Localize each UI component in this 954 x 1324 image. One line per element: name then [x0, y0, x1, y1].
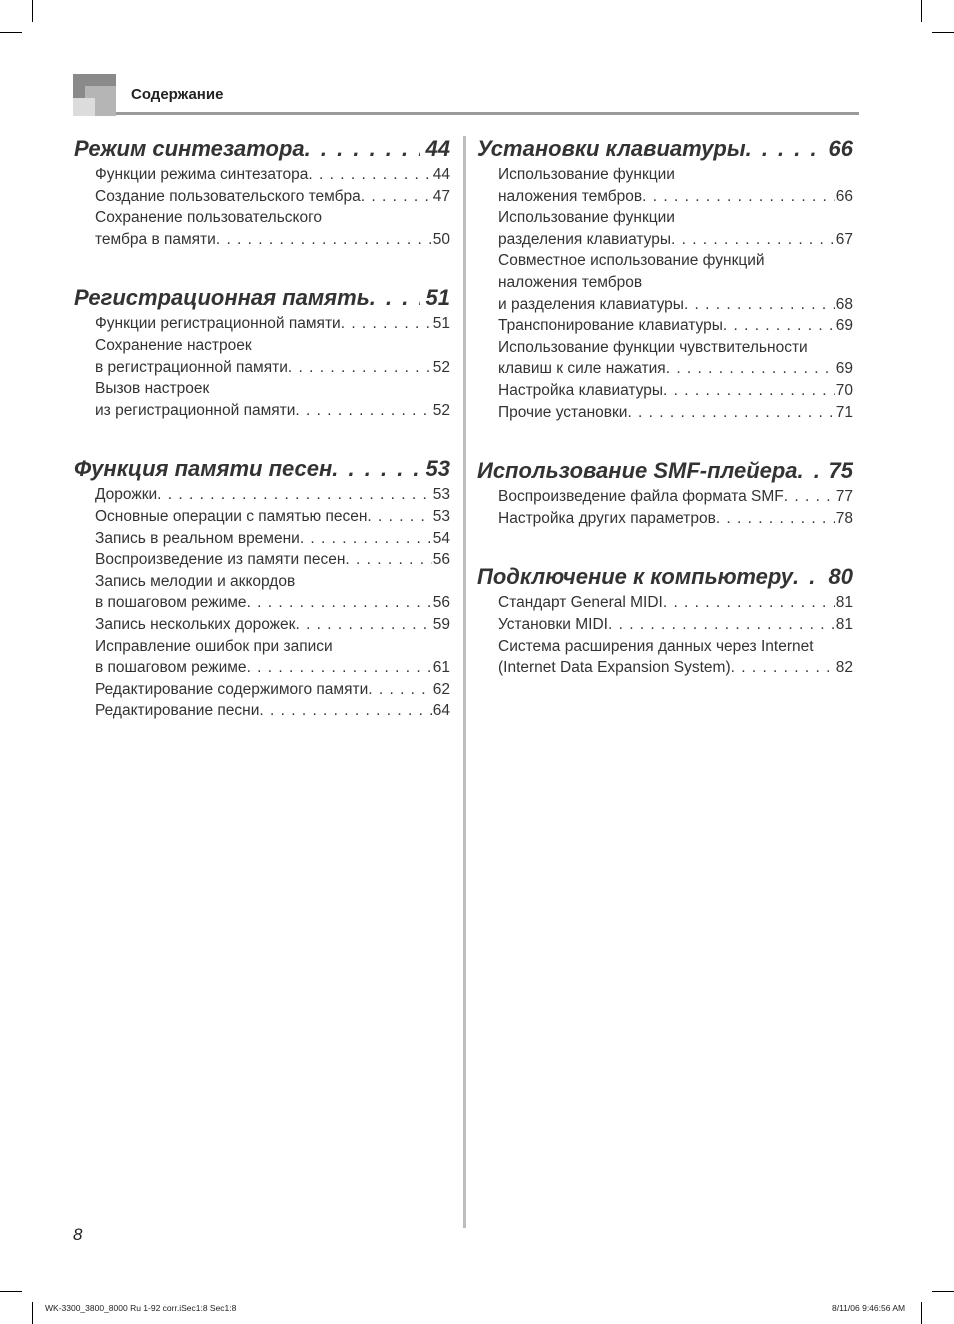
- leader-dots: [798, 456, 823, 486]
- toc-entry: [95, 378, 450, 400]
- toc-entry-page: 53: [432, 486, 450, 504]
- toc-entry-page: 59: [432, 615, 450, 633]
- toc-entry-text: наложения тембров: [498, 273, 643, 291]
- toc-entry: [498, 337, 853, 359]
- toc-entry: [95, 571, 450, 593]
- toc-entry-text: Основные операции с памятью песен: [95, 507, 368, 525]
- toc-entry[interactable]: [95, 484, 450, 506]
- toc-entry-page: 69: [835, 317, 853, 335]
- toc-entry-page: 82: [835, 659, 853, 677]
- toc-entry-page: 81: [835, 615, 853, 633]
- toc-entry-text: из регистрационной памяти: [95, 401, 296, 419]
- toc-entry: [95, 335, 450, 357]
- header-decoration: [73, 74, 116, 116]
- section-heading-text: Режим синтезатора: [74, 136, 305, 161]
- leader-dots: [216, 229, 432, 251]
- leader-dots: [345, 549, 431, 571]
- section-page-number: 66: [828, 136, 853, 161]
- leader-dots: [716, 508, 835, 530]
- toc-entry-text: Использование функции: [498, 209, 675, 227]
- footer-timestamp: 8/11/06 9:46:56 AM: [832, 1303, 906, 1313]
- toc-entry[interactable]: [498, 657, 853, 679]
- toc-entry: [498, 272, 853, 294]
- toc-entry[interactable]: [498, 315, 853, 337]
- toc-entry-text: Редактирование содержимого памяти: [95, 680, 369, 698]
- toc-entry-text: Воспроизведение из памяти песен: [95, 551, 346, 569]
- toc-entry[interactable]: [498, 614, 853, 636]
- toc-entry-page: 64: [432, 702, 450, 720]
- leader-dots: [663, 380, 835, 402]
- toc-entry-text: Использование функции чувствительности: [498, 338, 808, 356]
- toc-entry[interactable]: [498, 380, 853, 402]
- toc-entry-page: 61: [432, 659, 450, 677]
- leader-dots: [300, 528, 432, 550]
- toc-entry-page: 66: [835, 187, 853, 205]
- toc-entry-text: и разделения клавиатуры: [498, 295, 684, 313]
- leader-dots: [608, 614, 835, 636]
- toc-entry-page: 47: [432, 187, 450, 205]
- crop-mark: [0, 1291, 22, 1292]
- toc-entry-text: Создание пользовательского тембра: [95, 187, 361, 205]
- toc-entry: [498, 636, 853, 658]
- toc-entry-text: в пошаговом режиме: [95, 659, 247, 677]
- section-page-number: 51: [425, 285, 450, 311]
- toc-entry-text: Функции регистрационной памяти: [95, 315, 341, 333]
- toc-entry-text: Настройка других параметров: [498, 509, 716, 527]
- toc-entry[interactable]: [95, 400, 450, 422]
- toc-entry[interactable]: [95, 700, 450, 722]
- leader-dots: [784, 486, 835, 508]
- leader-dots: [259, 700, 431, 722]
- toc-entry-text: Сохранение настроек: [95, 336, 252, 354]
- toc-entry[interactable]: [498, 508, 853, 530]
- toc-entry[interactable]: [95, 592, 450, 614]
- toc-entry[interactable]: [95, 229, 450, 251]
- leader-dots: [247, 592, 432, 614]
- column-divider: [463, 136, 466, 1228]
- footer-file-info: WK-3300_3800_8000 Ru 1-92 corr.iSec1:8 Sec1:8: [45, 1303, 237, 1313]
- crop-mark: [32, 0, 33, 22]
- toc-entry[interactable]: [95, 186, 450, 208]
- toc-entry-text: Использование функции: [498, 166, 675, 183]
- section-heading[interactable]: [477, 456, 853, 486]
- toc-entry-text: Запись мелодии и аккордов: [95, 572, 296, 590]
- leader-dots: [295, 400, 431, 422]
- toc-entry[interactable]: [95, 528, 450, 550]
- toc-entry-page: 69: [835, 360, 853, 378]
- toc-right-column: [477, 134, 853, 712]
- toc-entry-page: 70: [835, 381, 853, 399]
- toc-section: [477, 456, 853, 529]
- toc-entry-text: клавиш к силе нажатия: [498, 360, 666, 378]
- toc-entry-page: 54: [432, 529, 450, 547]
- page-number: 8: [73, 1225, 83, 1244]
- toc-section: [477, 134, 853, 423]
- toc-entry-text: Транспонирование клавиатуры: [498, 317, 723, 335]
- toc-entry-page: 51: [432, 315, 450, 333]
- section-heading[interactable]: [477, 562, 853, 592]
- toc-entry[interactable]: [498, 186, 853, 208]
- toc-section: [74, 134, 450, 250]
- toc-entry-page: 62: [432, 680, 450, 698]
- toc-entry[interactable]: [95, 357, 450, 379]
- toc-entry-page: 50: [432, 230, 450, 248]
- toc-entry-page: 44: [432, 166, 450, 183]
- toc-entry-page: 67: [835, 230, 853, 248]
- leader-dots: [671, 229, 835, 251]
- toc-entry[interactable]: [95, 313, 450, 335]
- toc-entry[interactable]: [498, 229, 853, 251]
- toc-entry[interactable]: [498, 486, 853, 508]
- toc-entry: [498, 250, 853, 272]
- section-page-number: 75: [828, 458, 853, 484]
- toc-entry-page: 53: [432, 507, 450, 525]
- leader-dots: [684, 294, 835, 316]
- toc-entry-page: 56: [432, 551, 450, 569]
- toc-entry: [95, 636, 450, 658]
- leader-dots: [295, 614, 431, 636]
- leader-dots: [370, 283, 420, 313]
- section-heading[interactable]: [74, 283, 450, 313]
- leader-dots: [332, 454, 419, 484]
- section-page-number: 53: [425, 456, 450, 482]
- toc-entry-text: наложения тембров: [498, 187, 643, 205]
- toc-entry-page: 81: [835, 594, 853, 612]
- section-page-number: 44: [425, 136, 450, 161]
- toc-entry-text: Дорожки: [95, 486, 158, 504]
- toc-entry-text: тембра в памяти: [95, 230, 216, 248]
- toc-entry-page: 56: [432, 594, 450, 612]
- toc-entry-text: Запись нескольких дорожек: [95, 615, 296, 633]
- toc-entry[interactable]: [95, 549, 450, 571]
- leader-dots: [157, 484, 432, 506]
- section-page-number: 80: [828, 564, 853, 590]
- crop-mark: [932, 1291, 954, 1292]
- toc-section: [74, 454, 450, 722]
- leader-dots: [341, 313, 432, 335]
- toc-entry[interactable]: [95, 679, 450, 701]
- toc-entry-page: 68: [835, 295, 853, 313]
- toc-section: [74, 283, 450, 421]
- toc-entry-text: Воспроизведение файла формата SMF: [498, 488, 784, 506]
- section-heading-text: Функция памяти песен: [74, 456, 333, 482]
- leader-dots: [627, 402, 834, 424]
- toc-entry[interactable]: [498, 294, 853, 316]
- toc-entry[interactable]: [498, 358, 853, 380]
- toc-entry-text: Прочие установки: [498, 403, 628, 421]
- toc-entry-text: (Internet Data Expansion System): [498, 659, 731, 677]
- toc-entry-text: Система расширения данных через Internet: [498, 637, 814, 655]
- leader-dots: [746, 134, 823, 164]
- toc-entry-text: Стандарт General MIDI: [498, 594, 663, 612]
- crop-mark: [921, 1302, 922, 1324]
- leader-dots: [308, 164, 431, 186]
- toc-entry-text: Функции режима синтезатора: [95, 166, 309, 183]
- toc-entry-text: Сохранение пользовательского: [95, 209, 323, 227]
- toc-entry-text: в пошаговом режиме: [95, 594, 247, 612]
- section-heading-text: Использование SMF-плейера: [477, 458, 798, 484]
- toc-entry[interactable]: [95, 506, 450, 528]
- leader-dots: [305, 134, 420, 164]
- page-title: Содержание: [131, 86, 224, 103]
- toc-entry: [498, 207, 853, 229]
- toc-entry[interactable]: [498, 592, 853, 614]
- toc-entry-page: 77: [835, 488, 853, 506]
- toc-entry-page: 78: [835, 509, 853, 527]
- leader-dots: [367, 506, 431, 528]
- section-heading[interactable]: [74, 454, 450, 484]
- leader-dots: [666, 358, 835, 380]
- section-heading-text: Регистрационная память: [74, 285, 370, 311]
- section-heading[interactable]: [477, 134, 853, 164]
- leader-dots: [642, 186, 835, 208]
- leader-dots: [793, 562, 823, 592]
- toc-entry-text: Настройка клавиатуры: [498, 381, 664, 399]
- toc-entry[interactable]: [95, 164, 450, 186]
- section-heading-text: Подключение к компьютеру: [477, 564, 793, 590]
- toc-entry[interactable]: [95, 614, 450, 636]
- toc-entry-text: в регистрационной памяти: [95, 358, 288, 376]
- leader-dots: [663, 592, 835, 614]
- leader-dots: [361, 186, 432, 208]
- leader-dots: [368, 679, 432, 701]
- section-heading[interactable]: [74, 134, 450, 164]
- toc-entry-text: Вызов настроек: [95, 380, 210, 398]
- leader-dots: [288, 357, 432, 379]
- toc-entry-text: Установки MIDI: [498, 615, 608, 633]
- leader-dots: [247, 657, 432, 679]
- toc-entry-text: Запись в реальном времени: [95, 529, 300, 547]
- crop-mark: [32, 1302, 33, 1324]
- leader-dots: [731, 657, 835, 679]
- crop-mark: [0, 32, 22, 33]
- toc-entry: [95, 207, 450, 229]
- toc-entry-text: Исправление ошибок при записи: [95, 637, 333, 655]
- crop-mark: [921, 0, 922, 22]
- toc-entry-text: разделения клавиатуры: [498, 230, 671, 248]
- header-rule: [116, 112, 859, 115]
- toc-entry-page: 71: [835, 403, 853, 421]
- toc-entry[interactable]: [95, 657, 450, 679]
- leader-dots: [723, 315, 835, 337]
- toc-entry-page: 52: [432, 358, 450, 376]
- toc-entry-text: Совместное использование функций: [498, 252, 765, 270]
- toc-entry[interactable]: [498, 402, 853, 424]
- toc-entry-text: Редактирование песни: [95, 702, 260, 720]
- toc-left-column: [74, 134, 450, 755]
- toc-entry-page: 52: [432, 401, 450, 419]
- crop-mark: [932, 32, 954, 33]
- toc-entry: [498, 164, 853, 186]
- section-heading-text: Установки клавиатуры: [477, 136, 746, 161]
- toc-section: [477, 562, 853, 678]
